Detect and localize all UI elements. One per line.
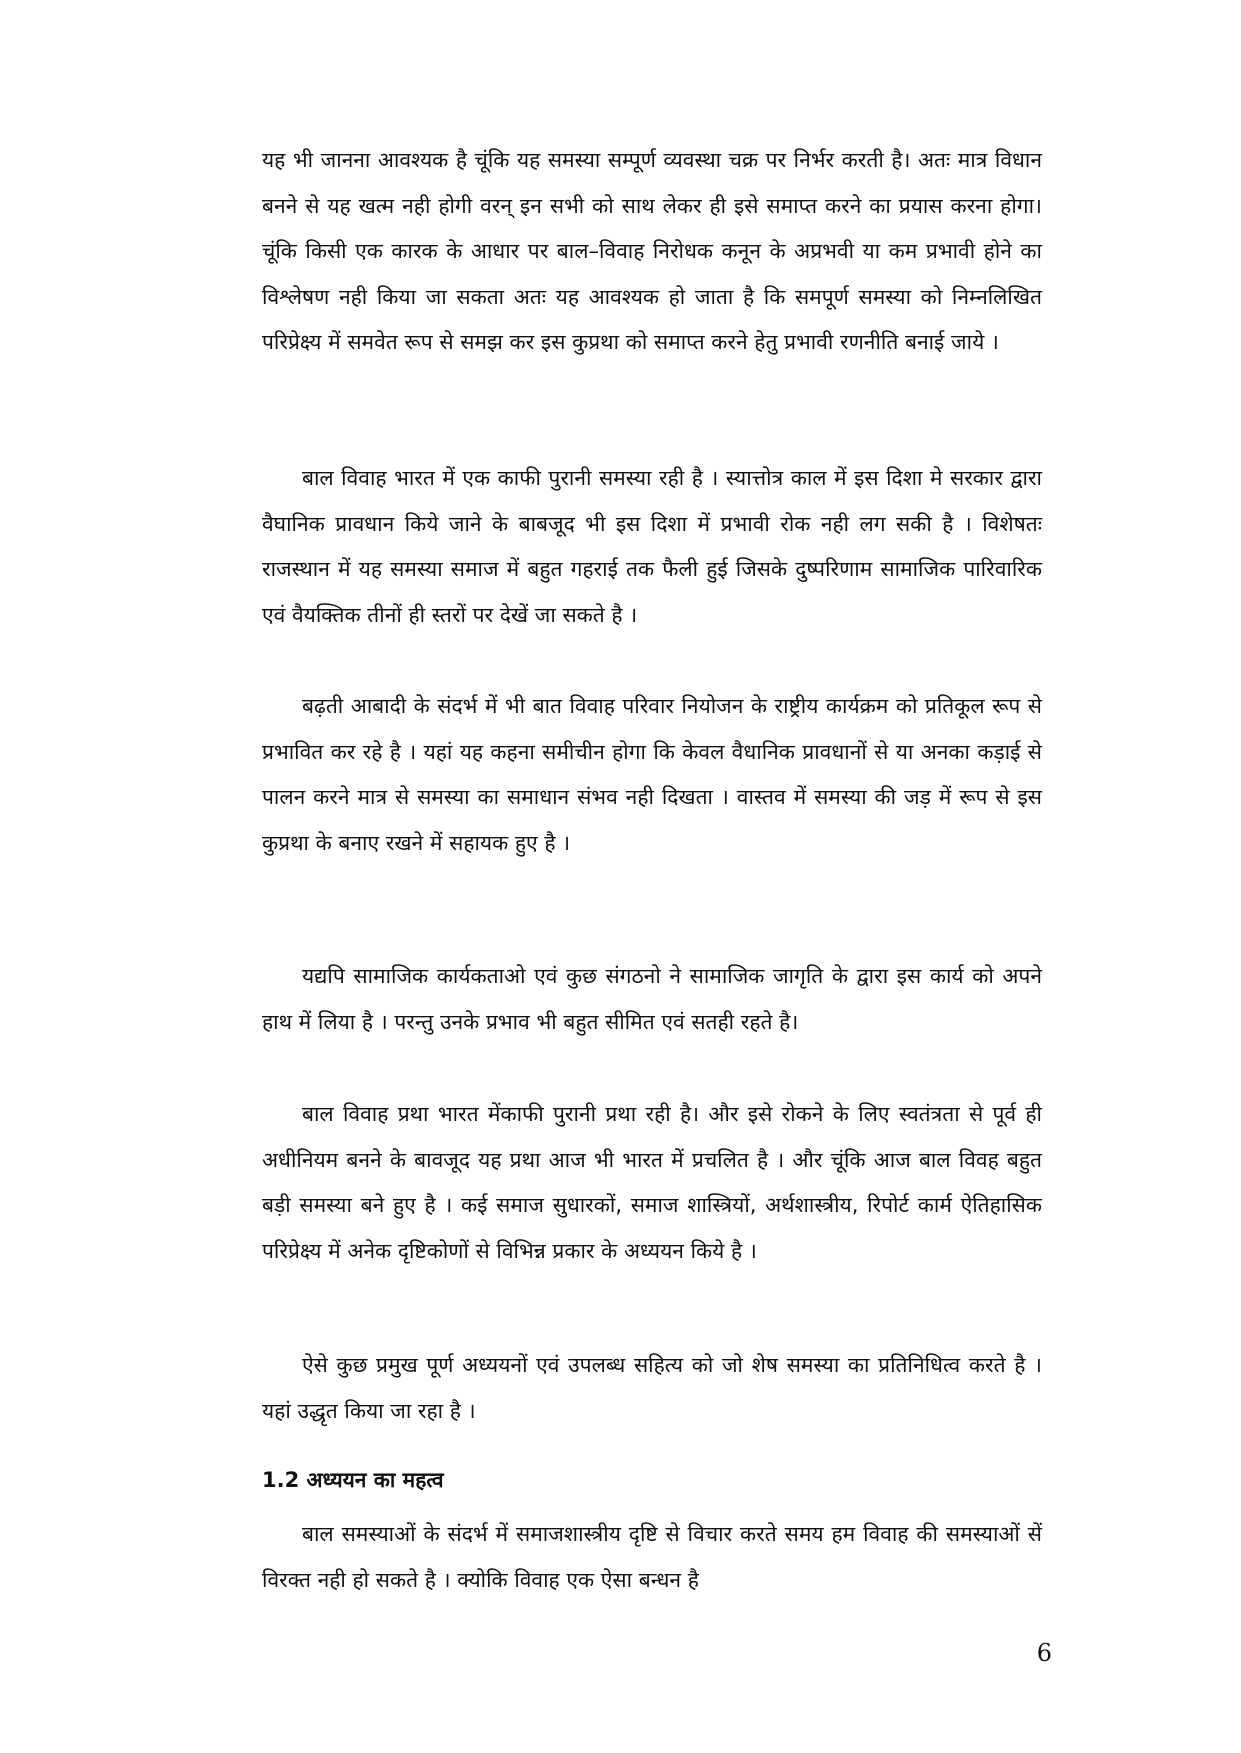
paragraph-4: यद्यपि सामाजिक कार्यकताओ एवं कुछ संगठनो ने सामाजिक जागृति के द्वारा इस कार्य को अपने हाथ में लिया है । परन्तु उनके प्रभाव भी बहुत सीमित एवं सतही रहते है।: [262, 964, 1042, 1034]
paragraph-3: बढ़ती आबादी के संदर्भ में भी बात विवाह परिवार नियोजन के राष्ट्रीय कार्यक्रम को प्रतिकूल रूप से प्रभावित कर रहे है । यहां यह कहना समीचीन होगा कि केवल वैधानिक प्रावधानों से या अनका कड़ाई से पालन करने मात्र से समस्या का समाधान संभव नही दिखता । वास्तव में समस्या की जड़ में रूप से इस कुप्रथा के बनाए रखने में सहायक हुए है ।: [262, 694, 1042, 855]
page-number: 6: [1036, 1639, 1052, 1667]
paragraph-6: ऐसे कुछ प्रमुख पूर्ण अध्ययनों एवं उपलब्ध सहित्य को जो शेष समस्या का प्रतिनिधित्व करते है । यहां उद्धृत किया जा रहा है ।: [262, 1353, 1042, 1423]
paragraph-2: बाल विवाह भारत में एक काफी पुरानी समस्या रही है । स्यात्तोत्र काल में इस दिशा मे सरकार द्वारा वैघानिक प्रावधान किये जाने के बाबजूद भी इस दिशा में प्रभावी रोक नही लग सकी है । विशेषतः राजस्थान में यह समस्या समाज में बहुत गहराई तक फैली हुई जिसके दुष्परिणाम सामाजिक पारिवारिक एवं वैयक्तिक तीनों ही स्तरों पर देखें जा सकते है ।: [262, 466, 1042, 627]
section-heading: 1.2 अध्ययन का महत्व: [262, 1468, 444, 1492]
paragraph-1: यह भी जानना आवश्यक है चूंकि यह समस्या सम्पूर्ण व्यवस्था चक्र पर निर्भर करती है। अतः मात्र विधान बनने से यह खत्म नही होगी वरन् इन सभी को साथ लेकर ही इसे समाप्त करने का प्रयास करना होगा। चूंकि किसी एक कारक के आधार पर बाल–विवाह निरोधक कनून के अप्रभवी या कम प्रभावी होने का विश्लेषण नही किया जा सकता अतः यह आवश्यक हो जाता है कि समपूर्ण समस्या को निम्नलिखित परिप्रेक्ष्य में समवेत रूप से समझ कर इस कुप्रथा को समाप्त करने हेतु प्रभावी रणनीति बनाई जाये ।: [262, 148, 1042, 354]
paragraph-5: बाल विवाह प्रथा भारत मेंकाफी पुरानी प्रथा रही है। और इसे रोकने के लिए स्वतंत्रता से पूर्व ही अधीनियम बनने के बावजूद यह प्रथा आज भी भारत में प्रचलित है । और चूंकि आज बाल विवह बहुत बड़ी समस्या बने हुए है । कई समाज सुधारकों, समाज शास्त्रियों, अर्थशास्त्रीय, रिपोर्ट कार्म ऐतिहासिक परिप्रेक्ष्य में अनेक दृष्टिकोणों से विभिन्न प्रकार के अध्ययन किये है ।: [262, 1102, 1042, 1263]
section-paragraph: बाल समस्याओं के संदर्भ में समाजशास्त्रीय दृष्टि से विचार करते समय हम विवाह की समस्याओं सें विरक्त नही हो सकते है । क्योकि विवाह एक ऐसा बन्धन है: [262, 1522, 1042, 1592]
